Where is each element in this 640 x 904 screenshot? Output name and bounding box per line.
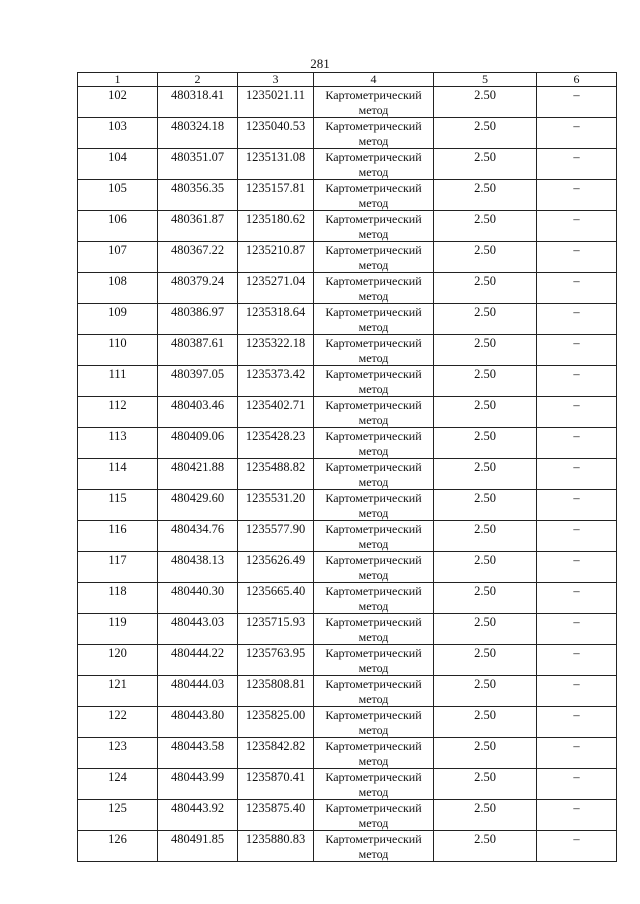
method-cell: Картометрический метод xyxy=(314,459,434,490)
table-row xyxy=(78,676,617,707)
x-coordinate-cell: 480444.22 xyxy=(158,645,238,676)
point-number-cell: 103 xyxy=(78,118,158,149)
method-cell: Картометрический метод xyxy=(314,397,434,428)
y-coordinate-cell: 1235021.11 xyxy=(238,87,314,118)
table-row xyxy=(78,614,617,645)
accuracy-cell: 2.50 xyxy=(434,614,537,645)
table-row xyxy=(78,645,617,676)
table-row xyxy=(78,149,617,180)
note-cell: – xyxy=(537,273,617,304)
note-cell: – xyxy=(537,304,617,335)
accuracy-cell: 2.50 xyxy=(434,769,537,800)
note-cell: – xyxy=(537,707,617,738)
method-cell: Картометрический метод xyxy=(314,676,434,707)
accuracy-cell: 2.50 xyxy=(434,118,537,149)
y-coordinate-cell: 1235180.62 xyxy=(238,211,314,242)
point-number-cell: 104 xyxy=(78,149,158,180)
table-row xyxy=(78,831,617,862)
note-cell: – xyxy=(537,769,617,800)
table-row xyxy=(78,211,617,242)
method-cell: Картометрический метод xyxy=(314,335,434,366)
y-coordinate-cell: 1235626.49 xyxy=(238,552,314,583)
method-cell: Картометрический метод xyxy=(314,242,434,273)
note-cell: – xyxy=(537,335,617,366)
column-header: 5 xyxy=(434,73,537,87)
point-number-cell: 108 xyxy=(78,273,158,304)
accuracy-cell: 2.50 xyxy=(434,335,537,366)
y-coordinate-cell: 1235373.42 xyxy=(238,366,314,397)
method-cell: Картометрический метод xyxy=(314,428,434,459)
x-coordinate-cell: 480434.76 xyxy=(158,521,238,552)
point-number-cell: 120 xyxy=(78,645,158,676)
note-cell: – xyxy=(537,397,617,428)
point-number-cell: 107 xyxy=(78,242,158,273)
accuracy-cell: 2.50 xyxy=(434,738,537,769)
page-number: 281 xyxy=(310,56,330,71)
table-row xyxy=(78,366,617,397)
x-coordinate-cell: 480438.13 xyxy=(158,552,238,583)
accuracy-cell: 2.50 xyxy=(434,397,537,428)
accuracy-cell: 2.50 xyxy=(434,180,537,211)
table-row xyxy=(78,118,617,149)
x-coordinate-cell: 480351.07 xyxy=(158,149,238,180)
y-coordinate-cell: 1235577.90 xyxy=(238,521,314,552)
table-row xyxy=(78,552,617,583)
y-coordinate-cell: 1235842.82 xyxy=(238,738,314,769)
x-coordinate-cell: 480443.80 xyxy=(158,707,238,738)
point-number-cell: 122 xyxy=(78,707,158,738)
y-coordinate-cell: 1235040.53 xyxy=(238,118,314,149)
note-cell: – xyxy=(537,738,617,769)
column-header: 1 xyxy=(78,73,158,87)
x-coordinate-cell: 480397.05 xyxy=(158,366,238,397)
note-cell: – xyxy=(537,583,617,614)
table-row xyxy=(78,242,617,273)
method-cell: Картометрический метод xyxy=(314,769,434,800)
accuracy-cell: 2.50 xyxy=(434,366,537,397)
table-row xyxy=(78,397,617,428)
accuracy-cell: 2.50 xyxy=(434,707,537,738)
x-coordinate-cell: 480443.58 xyxy=(158,738,238,769)
point-number-cell: 105 xyxy=(78,180,158,211)
coordinates-table xyxy=(77,72,617,862)
x-coordinate-cell: 480421.88 xyxy=(158,459,238,490)
x-coordinate-cell: 480367.22 xyxy=(158,242,238,273)
method-cell: Картометрический метод xyxy=(314,645,434,676)
note-cell: – xyxy=(537,645,617,676)
x-coordinate-cell: 480429.60 xyxy=(158,490,238,521)
y-coordinate-cell: 1235875.40 xyxy=(238,800,314,831)
accuracy-cell: 2.50 xyxy=(434,831,537,862)
note-cell: – xyxy=(537,428,617,459)
y-coordinate-cell: 1235157.81 xyxy=(238,180,314,211)
table-row xyxy=(78,521,617,552)
x-coordinate-cell: 480318.41 xyxy=(158,87,238,118)
accuracy-cell: 2.50 xyxy=(434,800,537,831)
accuracy-cell: 2.50 xyxy=(434,676,537,707)
point-number-cell: 114 xyxy=(78,459,158,490)
y-coordinate-cell: 1235488.82 xyxy=(238,459,314,490)
x-coordinate-cell: 480379.24 xyxy=(158,273,238,304)
method-cell: Картометрический метод xyxy=(314,831,434,862)
point-number-cell: 106 xyxy=(78,211,158,242)
x-coordinate-cell: 480361.87 xyxy=(158,211,238,242)
note-cell: – xyxy=(537,242,617,273)
y-coordinate-cell: 1235318.64 xyxy=(238,304,314,335)
accuracy-cell: 2.50 xyxy=(434,242,537,273)
method-cell: Картометрический метод xyxy=(314,118,434,149)
method-cell: Картометрический метод xyxy=(314,552,434,583)
method-cell: Картометрический метод xyxy=(314,180,434,211)
table-row xyxy=(78,707,617,738)
note-cell: – xyxy=(537,459,617,490)
table-row xyxy=(78,583,617,614)
accuracy-cell: 2.50 xyxy=(434,428,537,459)
note-cell: – xyxy=(537,552,617,583)
point-number-cell: 112 xyxy=(78,397,158,428)
note-cell: – xyxy=(537,118,617,149)
table-row xyxy=(78,87,617,118)
accuracy-cell: 2.50 xyxy=(434,211,537,242)
method-cell: Картометрический метод xyxy=(314,521,434,552)
method-cell: Картометрический метод xyxy=(314,738,434,769)
x-coordinate-cell: 480387.61 xyxy=(158,335,238,366)
y-coordinate-cell: 1235271.04 xyxy=(238,273,314,304)
x-coordinate-cell: 480403.46 xyxy=(158,397,238,428)
accuracy-cell: 2.50 xyxy=(434,490,537,521)
accuracy-cell: 2.50 xyxy=(434,459,537,490)
y-coordinate-cell: 1235531.20 xyxy=(238,490,314,521)
column-header: 3 xyxy=(238,73,314,87)
accuracy-cell: 2.50 xyxy=(434,521,537,552)
accuracy-cell: 2.50 xyxy=(434,645,537,676)
point-number-cell: 125 xyxy=(78,800,158,831)
point-number-cell: 111 xyxy=(78,366,158,397)
table-row xyxy=(78,304,617,335)
column-header: 6 xyxy=(537,73,617,87)
table-row xyxy=(78,738,617,769)
method-cell: Картометрический метод xyxy=(314,614,434,645)
method-cell: Картометрический метод xyxy=(314,304,434,335)
accuracy-cell: 2.50 xyxy=(434,304,537,335)
point-number-cell: 109 xyxy=(78,304,158,335)
method-cell: Картометрический метод xyxy=(314,211,434,242)
table-row xyxy=(78,273,617,304)
point-number-cell: 119 xyxy=(78,614,158,645)
x-coordinate-cell: 480443.92 xyxy=(158,800,238,831)
x-coordinate-cell: 480443.99 xyxy=(158,769,238,800)
point-number-cell: 123 xyxy=(78,738,158,769)
y-coordinate-cell: 1235428.23 xyxy=(238,428,314,459)
y-coordinate-cell: 1235870.41 xyxy=(238,769,314,800)
column-header: 4 xyxy=(314,73,434,87)
note-cell: – xyxy=(537,211,617,242)
point-number-cell: 121 xyxy=(78,676,158,707)
table-row xyxy=(78,800,617,831)
x-coordinate-cell: 480356.35 xyxy=(158,180,238,211)
point-number-cell: 102 xyxy=(78,87,158,118)
table-header-row xyxy=(78,73,617,87)
table-row xyxy=(78,428,617,459)
note-cell: – xyxy=(537,800,617,831)
point-number-cell: 110 xyxy=(78,335,158,366)
method-cell: Картометрический метод xyxy=(314,87,434,118)
y-coordinate-cell: 1235763.95 xyxy=(238,645,314,676)
y-coordinate-cell: 1235131.08 xyxy=(238,149,314,180)
x-coordinate-cell: 480324.18 xyxy=(158,118,238,149)
y-coordinate-cell: 1235665.40 xyxy=(238,583,314,614)
point-number-cell: 126 xyxy=(78,831,158,862)
x-coordinate-cell: 480443.03 xyxy=(158,614,238,645)
point-number-cell: 124 xyxy=(78,769,158,800)
x-coordinate-cell: 480409.06 xyxy=(158,428,238,459)
x-coordinate-cell: 480386.97 xyxy=(158,304,238,335)
note-cell: – xyxy=(537,180,617,211)
note-cell: – xyxy=(537,149,617,180)
y-coordinate-cell: 1235715.93 xyxy=(238,614,314,645)
method-cell: Картометрический метод xyxy=(314,149,434,180)
table-row xyxy=(78,180,617,211)
method-cell: Картометрический метод xyxy=(314,490,434,521)
note-cell: – xyxy=(537,676,617,707)
x-coordinate-cell: 480491.85 xyxy=(158,831,238,862)
note-cell: – xyxy=(537,831,617,862)
note-cell: – xyxy=(537,614,617,645)
y-coordinate-cell: 1235808.81 xyxy=(238,676,314,707)
table-row xyxy=(78,490,617,521)
method-cell: Картометрический метод xyxy=(314,273,434,304)
table-row xyxy=(78,459,617,490)
point-number-cell: 117 xyxy=(78,552,158,583)
y-coordinate-cell: 1235210.87 xyxy=(238,242,314,273)
y-coordinate-cell: 1235880.83 xyxy=(238,831,314,862)
y-coordinate-cell: 1235322.18 xyxy=(238,335,314,366)
method-cell: Картометрический метод xyxy=(314,583,434,614)
x-coordinate-cell: 480440.30 xyxy=(158,583,238,614)
table-row xyxy=(78,769,617,800)
table-row xyxy=(78,335,617,366)
y-coordinate-cell: 1235402.71 xyxy=(238,397,314,428)
accuracy-cell: 2.50 xyxy=(434,149,537,180)
note-cell: – xyxy=(537,521,617,552)
note-cell: – xyxy=(537,87,617,118)
y-coordinate-cell: 1235825.00 xyxy=(238,707,314,738)
note-cell: – xyxy=(537,366,617,397)
method-cell: Картометрический метод xyxy=(314,800,434,831)
point-number-cell: 113 xyxy=(78,428,158,459)
x-coordinate-cell: 480444.03 xyxy=(158,676,238,707)
accuracy-cell: 2.50 xyxy=(434,552,537,583)
method-cell: Картометрический метод xyxy=(314,707,434,738)
note-cell: – xyxy=(537,490,617,521)
accuracy-cell: 2.50 xyxy=(434,87,537,118)
accuracy-cell: 2.50 xyxy=(434,273,537,304)
method-cell: Картометрический метод xyxy=(314,366,434,397)
point-number-cell: 118 xyxy=(78,583,158,614)
column-header: 2 xyxy=(158,73,238,87)
point-number-cell: 116 xyxy=(78,521,158,552)
accuracy-cell: 2.50 xyxy=(434,583,537,614)
point-number-cell: 115 xyxy=(78,490,158,521)
